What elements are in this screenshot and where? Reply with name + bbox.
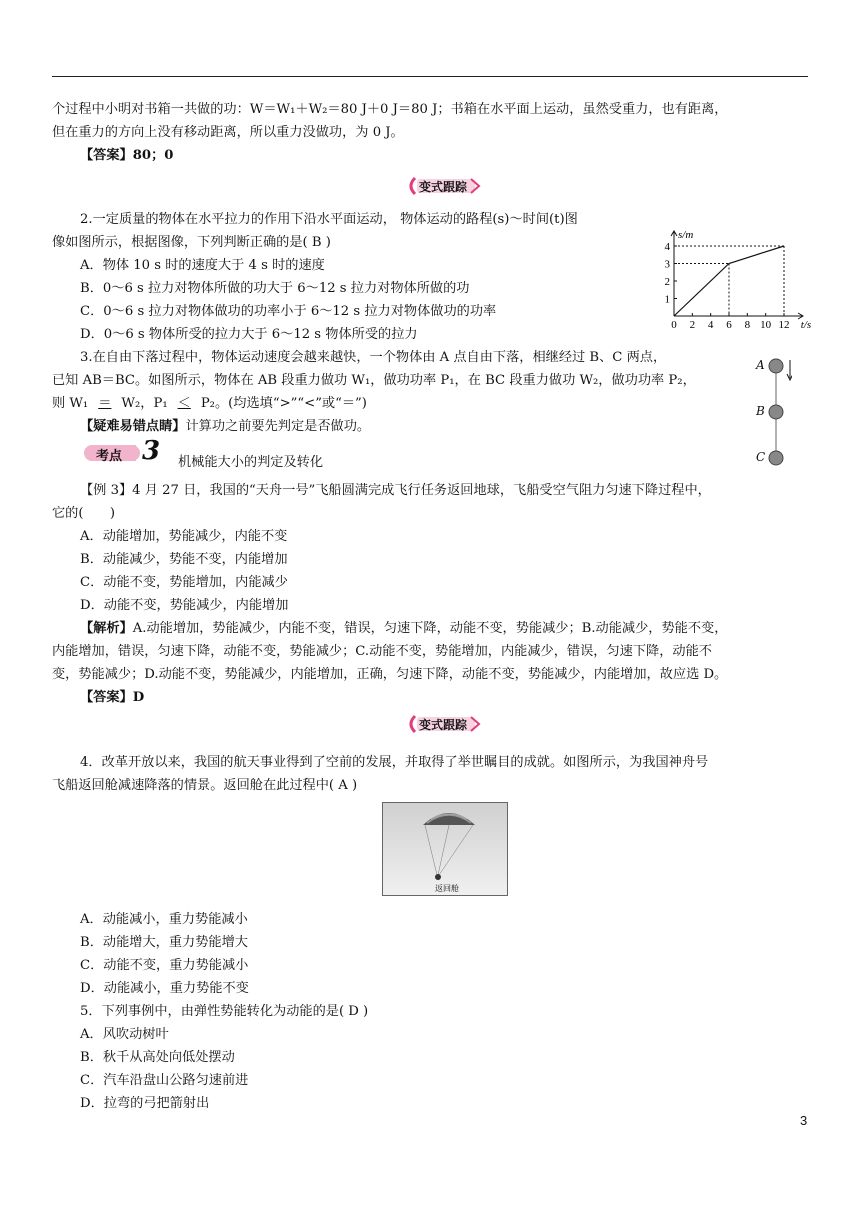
q3-blank-2: ＜	[177, 396, 191, 411]
falling-object-figure	[752, 352, 792, 467]
variant-tracking-text-1: 变式跟踪	[418, 180, 467, 194]
intro-line-2: 但在重力的方向上没有移动距离，所以重力没做功，为 0 J。	[52, 125, 404, 140]
ex3-analysis-1	[80, 617, 727, 636]
q3-line-1: 3.在自由下落过程中，物体运动速度会越来越快，一个物体由 A 点自由下落，相继经过 B、C 两点，	[80, 350, 667, 365]
x-tick-label: 2	[689, 319, 696, 331]
q2-option-d: D．0～6 s 物体所受的拉力大于 6～12 s 物体所受的拉力	[80, 327, 418, 342]
intro-line-1: 个过程中小明对书箱一共做的功：W＝W₁＋W₂＝80 J＋0 J＝80 J；书箱在水平面上运动，虽然受重力，也有距离，	[52, 102, 728, 117]
q4-line-2: 飞船返回舱减速降落的情景。返回舱在此过程中( A )	[52, 778, 358, 793]
x-tick-label: 8	[744, 319, 751, 331]
x-tick-label: 10	[760, 319, 772, 331]
page-number: 3	[800, 1113, 808, 1128]
point-c-label: C	[756, 450, 766, 464]
q3-hint-text: 计算功之前要先判定是否做功。	[185, 419, 371, 434]
ex3-line-2: 它的( )	[52, 506, 116, 521]
q3-hint-label: 【疑难易错点睛】	[80, 419, 186, 434]
q3-line-3-c: P₂。(均选填“>”“<”或“＝”)	[200, 396, 367, 411]
q3-line-3	[52, 392, 367, 411]
ex3-analysis-text-1: A.动能增加，势能减少，内能不变，错误，匀速下降，动能不变，势能减少；B.动能减少，势能不变，	[132, 621, 728, 636]
q2-line-1: 2.一定质量的物体在水平拉力的作用下沿水平面运动， 物体运动的路程(s)～时间(t)图	[80, 212, 578, 227]
y-tick-label: 3	[664, 258, 670, 271]
variant-tracking-label-1	[405, 176, 481, 196]
variant-tracking-label-2	[405, 714, 481, 734]
q3-line-2: 已知 AB＝BC。如图所示，物体在 AB 段重力做功 W₁，做功功率 P₁，在 BC 段重力做功 W₂，做功功率 P₂，	[52, 373, 696, 388]
return-capsule-photo	[382, 802, 508, 896]
variant-tracking-text-2: 变式跟踪	[418, 718, 467, 732]
q4-option-a: A．动能减小，重力势能减小	[80, 912, 248, 927]
ex3-option-d: D．动能不变，势能减少，内能增加	[80, 598, 289, 613]
y-axis-label: s/m	[678, 229, 694, 241]
ex3-option-c: C．动能不变，势能增加，内能减少	[80, 575, 288, 590]
intro-answer: 【答案】80；0	[80, 148, 174, 163]
ex3-option-a: A．动能增加，势能减少，内能不变	[80, 529, 288, 544]
ex3-analysis-2: 内能增加，错误，匀速下降，动能不变，势能减少；C.动能不变，势能增加，内能减少，错误，匀速下降，动能不	[52, 644, 712, 659]
q3-hint	[80, 415, 370, 434]
y-tick-label: 4	[664, 241, 670, 253]
y-tick-label: 2	[664, 276, 670, 288]
q5-line-1: 5．下列事例中，由弹性势能转化为动能的是( D )	[80, 1004, 369, 1019]
x-axis-label: t/s	[800, 319, 812, 331]
q2-line-2: 像如图所示，根据图像，下列判断正确的是( B )	[52, 235, 331, 250]
q4-option-c: C．动能不变，重力势能减小	[80, 958, 249, 973]
ex3-option-b: B．动能减少，势能不变，内能增加	[80, 552, 288, 567]
ex3-answer: 【答案】D	[80, 690, 145, 705]
x-tick-label: 0	[671, 319, 677, 331]
x-tick-label: 12	[778, 319, 790, 331]
q5-option-d: D．拉弯的弓把箭射出	[80, 1096, 210, 1111]
q3-line-3-b: W₂，P₁	[121, 396, 168, 411]
q2-option-b: B．0～6 s 拉力对物体所做的功大于 6～12 s 拉力对物体所做的功	[80, 281, 470, 296]
x-tick-label: 4	[707, 319, 714, 331]
point-b-label: B	[756, 404, 765, 418]
q3-line-3-a: 则 W₁	[52, 396, 89, 411]
q4-line-1: 4．改革开放以来，我国的航天事业得到了空前的发展，并取得了举世瞩目的成就。如图所示，为我国神舟号	[80, 755, 709, 770]
q2-option-c: C．0～6 s 拉力对物体做功的功率小于 6～12 s 拉力对物体做功的功率	[80, 304, 497, 319]
y-tick-label: 1	[664, 293, 670, 306]
q4-option-d: D．动能减小，重力势能不变	[80, 981, 249, 996]
header-rule	[52, 76, 808, 77]
kaodian-badge	[84, 436, 170, 466]
q2-option-a: A．物体 10 s 时的速度大于 4 s 时的速度	[80, 258, 325, 273]
x-tick-label: 6	[726, 319, 732, 331]
s-t-graph	[660, 220, 820, 332]
photo-caption: 返回舱	[435, 884, 459, 893]
point-a-label: A	[756, 358, 765, 372]
kaodian-number: 3	[142, 436, 161, 466]
q5-option-b: B．秋千从高处向低处摆动	[80, 1050, 235, 1065]
ex3-analysis-label: 【解析】	[80, 621, 133, 636]
ex3-line-1: 【例 3】4 月 27 日，我国的“天舟一号”飞船圆满完成飞行任务返回地球，飞船受空气阻力匀速下降过程中，	[80, 483, 711, 498]
kaodian-label: 考点	[96, 449, 123, 464]
q5-option-c: C．汽车沿盘山公路匀速前进	[80, 1073, 249, 1088]
kaodian-title: 机械能大小的判定及转化	[178, 455, 324, 470]
q5-option-a: A．风吹动树叶	[80, 1027, 169, 1042]
q4-option-b: B．动能增大，重力势能增大	[80, 935, 248, 950]
ex3-analysis-3: 变，势能减少；D.动能不变，势能减少，内能增加，正确，匀速下降，动能不变，势能减少，内能增加，故应选 D。	[52, 667, 728, 682]
q3-blank-1: ＝	[98, 396, 112, 411]
